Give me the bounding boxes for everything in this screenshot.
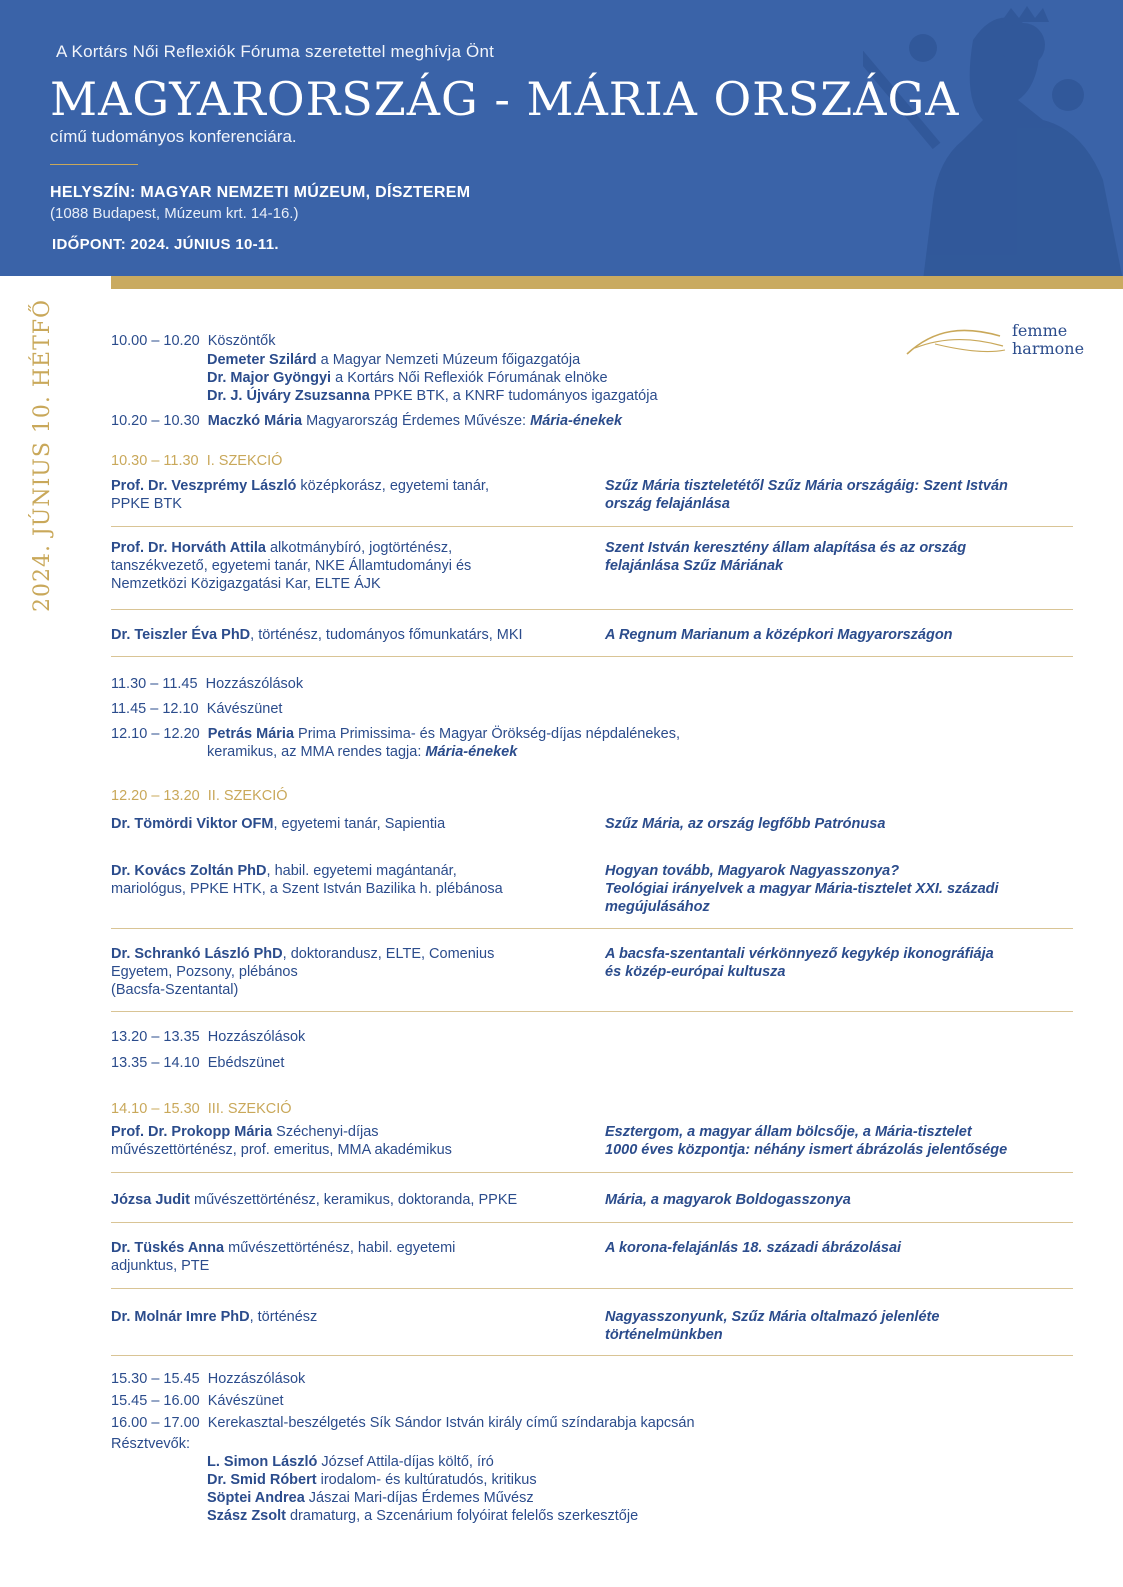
participant: Szász Zsolt dramaturg, a Szcenárium folyóirat felelős szerkesztője xyxy=(207,1508,639,1524)
gold-bar xyxy=(111,276,1123,289)
talk-title: Hogyan tovább, Magyarok Nagyasszonya? Teológiai irányelvek a magyar Mária-tisztelet XXI. századi megújulásához xyxy=(605,863,999,915)
talk-title: Szűz Mária tiszteletétől Szűz Mária országáig: Szent István ország felajánlása xyxy=(605,478,1008,512)
talk-speaker: Dr. Molnár Imre PhD, történész xyxy=(111,1309,318,1325)
separator xyxy=(111,609,1073,610)
page-subtitle: című tudományos konferenciára. xyxy=(50,127,297,146)
talk-title: Szent István keresztény állam alapítása és az ország felajánlása Szűz Máriának xyxy=(605,540,967,574)
break-row: 11.45 – 12.10 Kávészünet xyxy=(111,701,283,717)
talk-speaker: Dr. Teiszler Éva PhD, történész, tudományos főmunkatárs, MKI xyxy=(111,627,523,643)
time: 10.00 – 10.20 xyxy=(111,333,200,349)
talk-speaker: Dr. Kovács Zoltán PhD, habil. egyetemi magántanár, mariológus, PPKE HTK, a Szent István Bazilika h. plébánosa xyxy=(111,863,503,897)
participant: L. Simon László József Attila-díjas költő, író xyxy=(207,1454,494,1470)
section-heading: 12.20 – 13.20 II. SZEKCIÓ xyxy=(111,788,288,804)
break-row: 13.35 – 14.10 Ebédszünet xyxy=(111,1055,285,1071)
talk-speaker: Dr. Schrankó László PhD, doktorandusz, ELTE, Comenius Egyetem, Pozsony, plébános (Bacsfa-Szentantal) xyxy=(111,946,495,998)
talk-speaker: Prof. Dr. Prokopp Mária Széchenyi-díjas művészettörténész, prof. emeritus, MMA akadémikus xyxy=(111,1124,452,1158)
break-row: 15.45 – 16.00 Kávészünet xyxy=(111,1393,284,1409)
talk-speaker: Prof. Dr. Veszprémy László középkorász, egyetemi tanár, PPKE BTK xyxy=(111,478,489,512)
invitation-line: A Kortárs Női Reflexiók Fóruma szeretettel meghívja Önt xyxy=(56,42,495,61)
logo-text xyxy=(1012,322,1084,358)
divider xyxy=(50,164,138,165)
music-row-cont: keramikus, az MMA rendes tagja: Mária-énekek xyxy=(207,744,518,760)
logo-line1: femme xyxy=(1012,321,1068,340)
section-heading: 14.10 – 15.30 III. SZEKCIÓ xyxy=(111,1101,292,1117)
talk-title: A Regnum Marianum a középkori Magyarországon xyxy=(605,627,953,643)
talk-title: Nagyasszonyunk, Szűz Mária oltalmazó jelenléte történelmünkben xyxy=(605,1309,940,1343)
section-heading: 10.30 – 11.30 I. SZEKCIÓ xyxy=(111,453,283,469)
page-title: MAGYARORSZÁG - MÁRIA ORSZÁGA xyxy=(50,72,960,126)
speaker: Dr. J. Újváry Zsuzsanna PPKE BTK, a KNRF tudományos igazgatója xyxy=(207,388,658,404)
music-row: 10.20 – 10.30 Maczkó Mária Magyarország Érdemes Művésze: Mária-énekek xyxy=(111,413,623,429)
talk-speaker: Prof. Dr. Horváth Attila alkotmánybíró, jogtörténész, tanszékvezető, egyetemi tanár, NKE Államtudományi és Nemzetközi Közigazgatási Kar, ELTE ÁJK xyxy=(111,540,472,592)
talk-title: Szűz Mária, az ország legfőbb Patrónusa xyxy=(605,816,886,832)
break-row: 11.30 – 11.45 Hozzászólások xyxy=(111,676,304,692)
talk-title: A bacsfa-szentantali vérkönnyező kegykép ikonográfiája és közép-európai kultusza xyxy=(605,946,994,980)
music-row: 12.10 – 12.20 Petrás Mária Prima Primissima- és Magyar Örökség-díjas népdalénekes, xyxy=(111,726,681,742)
participants-label: Résztvevők: xyxy=(111,1436,190,1452)
header-banner xyxy=(0,0,1123,276)
break-row: 13.20 – 13.35 Hozzászólások xyxy=(111,1029,306,1045)
day-label: 2024. JÚNIUS 10. HÉTFŐ xyxy=(30,298,55,612)
speaker: Demeter Szilárd a Magyar Nemzeti Múzeum főigazgatója xyxy=(207,352,581,368)
separator xyxy=(111,1288,1073,1289)
talk-title: Esztergom, a magyar állam bölcsője, a Mária-tisztelet 1000 éves központja: néhány ismert ábrázolás jelentősége xyxy=(605,1124,1008,1158)
separator xyxy=(111,656,1073,657)
roundtable-row: 16.00 – 17.00 Kerekasztal-beszélgetés Sík Sándor István király című színdarabja kapcsán xyxy=(111,1415,695,1431)
venue: HELYSZÍN: MAGYAR NEMZETI MÚZEUM, DÍSZTEREM xyxy=(50,184,471,201)
separator xyxy=(111,526,1073,527)
label: Köszöntők xyxy=(207,333,276,349)
opening-row xyxy=(111,332,275,350)
separator xyxy=(111,1011,1073,1012)
separator xyxy=(111,1355,1073,1356)
speaker: Dr. Major Gyöngyi a Kortárs Női Reflexiók Fórumának elnöke xyxy=(207,370,608,386)
participant: Dr. Smid Róbert irodalom- és kultúratudós, kritikus xyxy=(207,1472,537,1488)
separator xyxy=(111,1222,1073,1223)
talk-speaker: Józsa Judit művészettörténész, keramikus, doktoranda, PPKE xyxy=(111,1192,518,1208)
venue-address: (1088 Budapest, Múzeum krt. 14-16.) xyxy=(50,205,299,222)
break-row: 15.30 – 15.45 Hozzászólások xyxy=(111,1371,306,1387)
separator xyxy=(111,928,1073,929)
participant: Söptei Andrea Jászai Mari-díjas Érdemes Művész xyxy=(207,1490,534,1506)
talk-speaker: Dr. Tömördi Viktor OFM, egyetemi tanár, Sapientia xyxy=(111,816,446,832)
event-date: IDŐPONT: 2024. JÚNIUS 10-11. xyxy=(52,236,279,253)
madonna-statue-image xyxy=(863,0,1123,276)
separator xyxy=(111,1172,1073,1173)
talk-speaker: Dr. Tüskés Anna művészettörténész, habil. egyetemi adjunktus, PTE xyxy=(111,1240,456,1274)
logo-line2: harmone xyxy=(1012,339,1085,358)
talk-title: A korona-felajánlás 18. századi ábrázolásai xyxy=(605,1240,902,1256)
talk-title: Mária, a magyarok Boldogasszonya xyxy=(605,1192,851,1208)
